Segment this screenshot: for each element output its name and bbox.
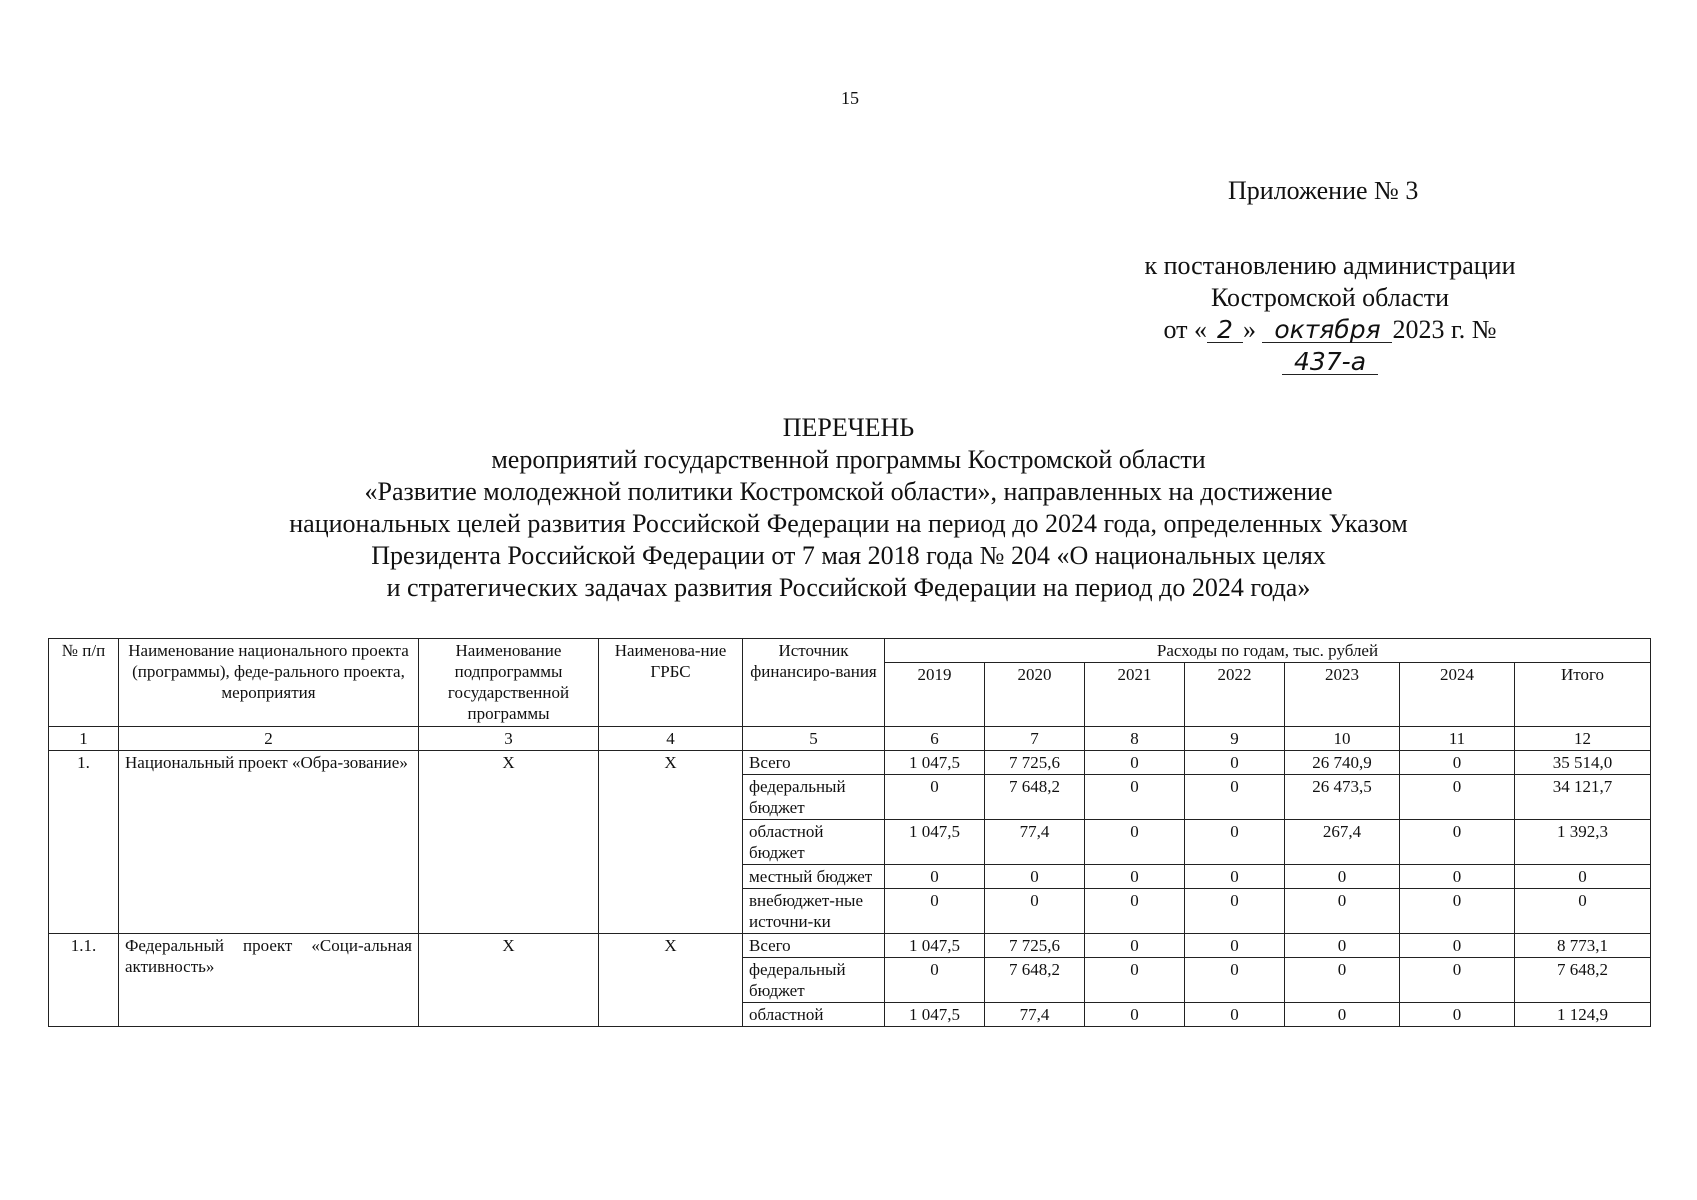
value-cell: 267,4 — [1285, 820, 1400, 865]
value-cell: 0 — [1285, 934, 1400, 958]
funding-source: внебюджет-ные источни-ки — [743, 889, 885, 934]
value-cell: 0 — [885, 865, 985, 889]
value-cell: 77,4 — [985, 820, 1085, 865]
value-cell: 0 — [1400, 751, 1515, 775]
table-row — [49, 751, 1651, 775]
total-cell: 1 124,9 — [1515, 1003, 1651, 1027]
value-cell: 0 — [1285, 1003, 1400, 1027]
value-cell: 0 — [885, 958, 985, 1003]
subprogram-cell: Х — [419, 751, 599, 934]
column-number: 8 — [1085, 727, 1185, 751]
table-row — [49, 934, 1651, 958]
handwritten-day: 2 — [1207, 318, 1243, 343]
column-number: 11 — [1400, 727, 1515, 751]
column-number: 7 — [985, 727, 1085, 751]
title-heading: ПЕРЕЧЕНЬ — [782, 413, 915, 442]
title-line: мероприятий государственной программы Костромской области — [491, 445, 1206, 474]
value-cell: 0 — [985, 889, 1085, 934]
page-number: 15 — [841, 88, 859, 108]
value-cell: 0 — [1400, 820, 1515, 865]
value-cell: 0 — [1085, 865, 1185, 889]
project-name: Национальный проект «Обра-зование» — [119, 751, 419, 934]
value-cell: 26 473,5 — [1285, 775, 1400, 820]
value-cell: 0 — [1185, 934, 1285, 958]
header-year: 2020 — [985, 663, 1085, 727]
value-cell: 0 — [1400, 889, 1515, 934]
title-line: национальных целей развития Российской Федерации на период до 2024 года, определенных Указом — [289, 509, 1408, 538]
header-expenses: Расходы по годам, тыс. рублей — [885, 639, 1651, 663]
measures-table — [48, 638, 1651, 1027]
value-cell: 0 — [1185, 751, 1285, 775]
row-number: 1. — [49, 751, 119, 934]
header-year: 2022 — [1185, 663, 1285, 727]
funding-source: Всего — [743, 934, 885, 958]
value-cell: 7 725,6 — [985, 934, 1085, 958]
header-year: 2024 — [1400, 663, 1515, 727]
funding-source: федеральный бюджет — [743, 958, 885, 1003]
header-year: 2019 — [885, 663, 985, 727]
value-cell: 0 — [1400, 1003, 1515, 1027]
resolution-line-1: к постановлению администрации — [1144, 251, 1516, 280]
resolution-reference — [1120, 250, 1540, 378]
column-number-row — [49, 727, 1651, 751]
title-line: «Развитие молодежной политики Костромской области», направленных на достижение — [364, 477, 1333, 506]
column-number: 9 — [1185, 727, 1285, 751]
handwritten-number: 437-а — [1282, 350, 1378, 375]
value-cell: 0 — [1185, 889, 1285, 934]
header-row — [49, 639, 1651, 663]
value-cell: 0 — [1400, 934, 1515, 958]
date-mid: » — [1242, 315, 1256, 344]
column-number: 12 — [1515, 727, 1651, 751]
value-cell: 0 — [1285, 889, 1400, 934]
value-cell: 0 — [1185, 958, 1285, 1003]
funding-source: федеральный бюджет — [743, 775, 885, 820]
value-cell: 0 — [1185, 865, 1285, 889]
value-cell: 1 047,5 — [885, 1003, 985, 1027]
header-year: 2021 — [1085, 663, 1185, 727]
funding-source: областной бюджет — [743, 820, 885, 865]
header-source: Источник финансиро-вания — [743, 639, 885, 727]
value-cell: 0 — [985, 865, 1085, 889]
value-cell: 26 740,9 — [1285, 751, 1400, 775]
grbs-cell: Х — [599, 751, 743, 934]
total-cell: 1 392,3 — [1515, 820, 1651, 865]
value-cell: 0 — [1085, 934, 1185, 958]
value-cell: 0 — [1085, 820, 1185, 865]
total-cell: 35 514,0 — [1515, 751, 1651, 775]
funding-source: областной — [743, 1003, 885, 1027]
date-prefix: от « — [1163, 315, 1207, 344]
value-cell: 7 648,2 — [985, 775, 1085, 820]
value-cell: 7 648,2 — [985, 958, 1085, 1003]
funding-source: местный бюджет — [743, 865, 885, 889]
handwritten-month: октября — [1262, 318, 1392, 343]
value-cell: 0 — [1085, 775, 1185, 820]
total-cell: 0 — [1515, 865, 1651, 889]
value-cell: 77,4 — [985, 1003, 1085, 1027]
value-cell: 1 047,5 — [885, 820, 985, 865]
value-cell: 0 — [885, 775, 985, 820]
total-cell: 7 648,2 — [1515, 958, 1651, 1003]
value-cell: 0 — [1085, 751, 1185, 775]
funding-source: Всего — [743, 751, 885, 775]
value-cell: 0 — [1285, 865, 1400, 889]
column-number: 1 — [49, 727, 119, 751]
value-cell: 0 — [1285, 958, 1400, 1003]
subprogram-cell: Х — [419, 934, 599, 1027]
total-cell: 8 773,1 — [1515, 934, 1651, 958]
total-cell: 0 — [1515, 889, 1651, 934]
value-cell: 0 — [1085, 958, 1185, 1003]
column-number: 4 — [599, 727, 743, 751]
column-number: 2 — [119, 727, 419, 751]
value-cell: 0 — [1085, 889, 1185, 934]
value-cell: 0 — [1400, 958, 1515, 1003]
value-cell: 1 047,5 — [885, 751, 985, 775]
header-total: Итого — [1515, 663, 1651, 727]
header-project: Наименование национального проекта (программы), феде-рального проекта, мероприятия — [119, 639, 419, 727]
resolution-date-line — [1120, 314, 1540, 378]
header-num: № п/п — [49, 639, 119, 727]
total-cell: 34 121,7 — [1515, 775, 1651, 820]
project-name: Федеральный проект «Соци-альная активность» — [119, 934, 419, 1027]
title-line: и стратегических задачах развития Российской Федерации на период до 2024 года» — [386, 573, 1311, 602]
value-cell: 0 — [885, 889, 985, 934]
column-number: 5 — [743, 727, 885, 751]
header-year: 2023 — [1285, 663, 1400, 727]
value-cell: 1 047,5 — [885, 934, 985, 958]
value-cell: 0 — [1400, 865, 1515, 889]
resolution-line-2: Костромской области — [1210, 283, 1450, 312]
column-number: 3 — [419, 727, 599, 751]
year-prefix: 2023 г. № — [1392, 315, 1497, 344]
value-cell: 0 — [1400, 775, 1515, 820]
header-grbs: Наименова-ние ГРБС — [599, 639, 743, 727]
header-subprogram: Наименование подпрограммы государственной программы — [419, 639, 599, 727]
row-number: 1.1. — [49, 934, 119, 1027]
grbs-cell: Х — [599, 934, 743, 1027]
column-number: 10 — [1285, 727, 1400, 751]
column-number: 6 — [885, 727, 985, 751]
title-line: Президента Российской Федерации от 7 мая 2018 года № 204 «О национальных целях — [371, 541, 1326, 570]
value-cell: 0 — [1185, 820, 1285, 865]
value-cell: 0 — [1185, 775, 1285, 820]
appendix-label: Приложение № 3 — [1228, 176, 1419, 205]
value-cell: 0 — [1185, 1003, 1285, 1027]
document-title — [0, 412, 1697, 604]
value-cell: 7 725,6 — [985, 751, 1085, 775]
value-cell: 0 — [1085, 1003, 1185, 1027]
